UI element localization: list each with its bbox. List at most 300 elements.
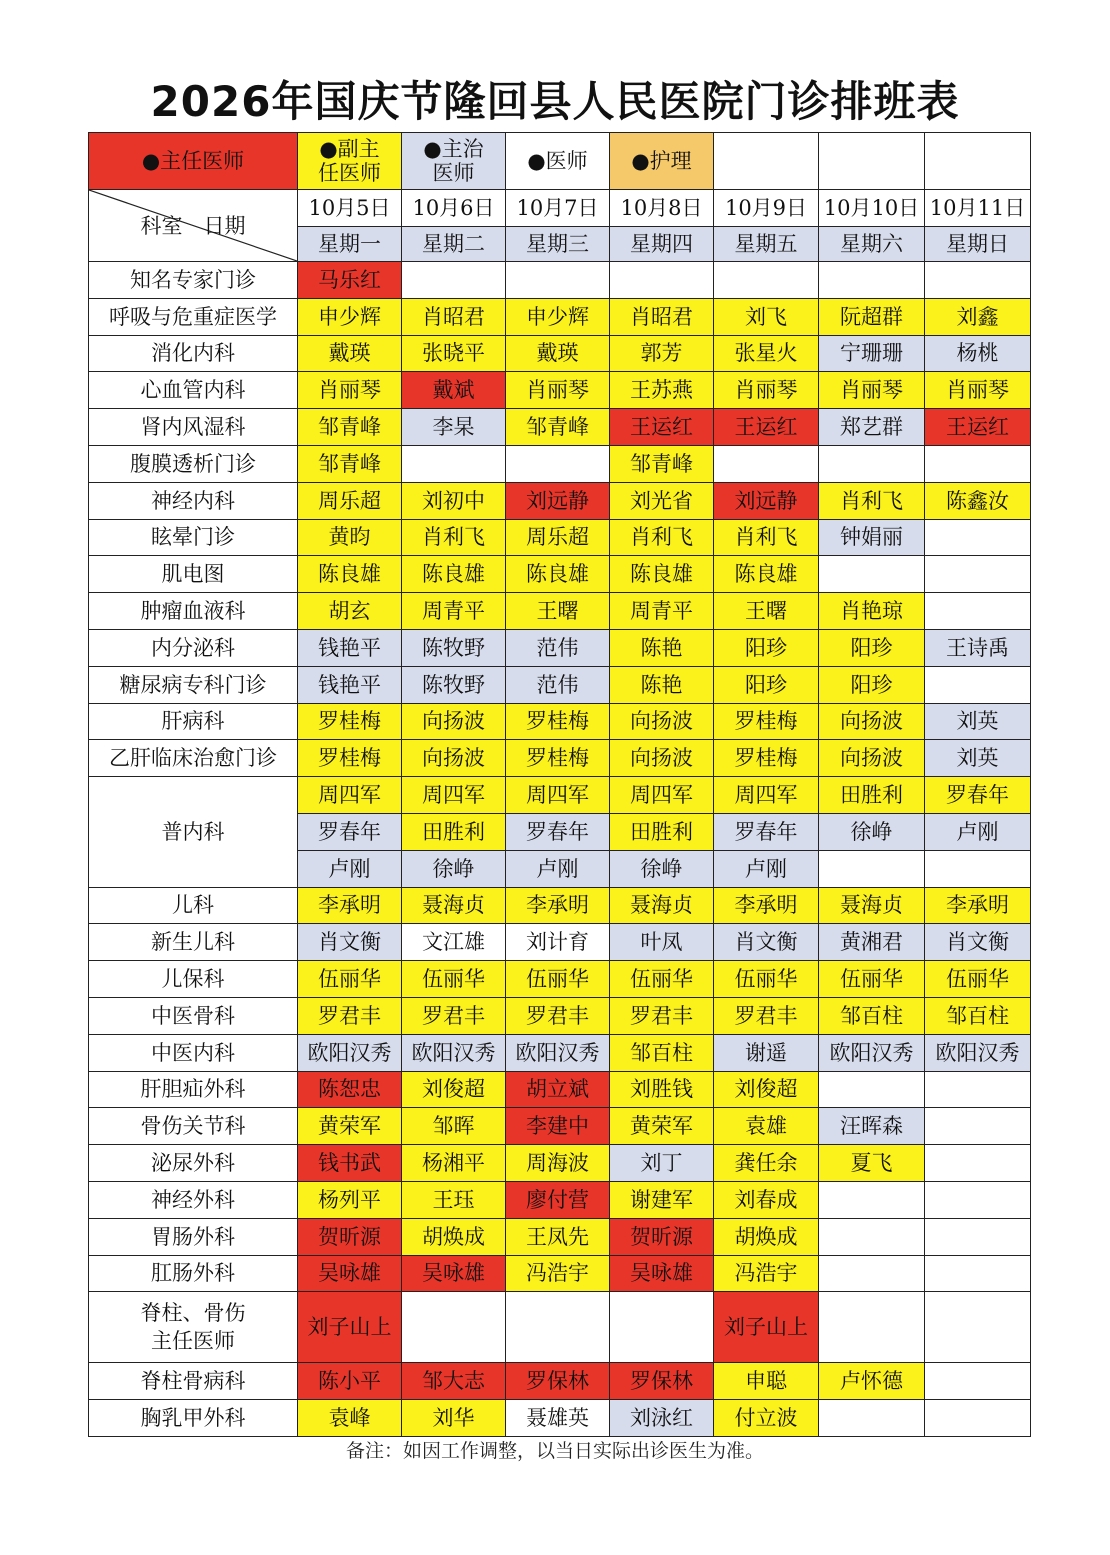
date-header: 10月8日 [610, 190, 714, 227]
doctor-cell: 肖丽琴 [714, 372, 819, 409]
doctor-cell: 田胜利 [610, 813, 714, 850]
doctor-cell: 肖利飞 [714, 519, 819, 556]
doctor-cell [506, 1292, 610, 1363]
doctor-cell: 阳珍 [819, 629, 925, 666]
doctor-cell: 王凤先 [506, 1218, 610, 1255]
doctor-cell [819, 1400, 925, 1437]
doctor-cell: 周四军 [298, 777, 402, 814]
department-name: 腹膜透析门诊 [89, 445, 298, 482]
table-row [89, 519, 1031, 556]
department-name: 中医骨科 [89, 997, 298, 1034]
date-header: 10月6日 [402, 190, 506, 227]
doctor-cell: 向扬波 [819, 703, 925, 740]
table-row [89, 703, 1031, 740]
doctor-cell: 阳珍 [819, 666, 925, 703]
doctor-cell: 刘泳红 [610, 1400, 714, 1437]
doctor-cell [925, 519, 1031, 556]
table-row [89, 445, 1031, 482]
doctor-cell [610, 1292, 714, 1363]
date-header: 10月7日 [506, 190, 610, 227]
doctor-cell: 范伟 [506, 629, 610, 666]
doctor-cell: 杨湘平 [402, 1145, 506, 1182]
doctor-cell: 郭芳 [610, 335, 714, 372]
doctor-cell [925, 1292, 1031, 1363]
doctor-cell: 黄湘君 [819, 924, 925, 961]
date-header: 10月9日 [714, 190, 819, 227]
doctor-cell: 罗君丰 [298, 997, 402, 1034]
doctor-cell: 刘鑫 [925, 298, 1031, 335]
doctor-cell: 胡焕成 [714, 1218, 819, 1255]
table-row [89, 556, 1031, 593]
department-name: 中医内科 [89, 1034, 298, 1071]
doctor-cell [819, 445, 925, 482]
doctor-cell: 贺昕源 [298, 1218, 402, 1255]
weekday-header: 星期四 [610, 227, 714, 262]
doctor-cell: 胡立斌 [506, 1071, 610, 1108]
table-row [89, 298, 1031, 335]
department-name: 乙肝临床治愈门诊 [89, 740, 298, 777]
doctor-cell: 田胜利 [819, 777, 925, 814]
doctor-cell: 周四军 [402, 777, 506, 814]
doctor-cell: 邹青峰 [610, 445, 714, 482]
table-row [89, 629, 1031, 666]
doctor-cell: 陈良雄 [506, 556, 610, 593]
doctor-cell [925, 1363, 1031, 1400]
legend-attending: ●主治医师 [402, 133, 506, 190]
doctor-cell [506, 445, 610, 482]
doctor-cell: 陈恕忠 [298, 1071, 402, 1108]
doctor-cell: 陈良雄 [610, 556, 714, 593]
doctor-cell: 刘子山上 [298, 1292, 402, 1363]
doctor-cell: 陈良雄 [402, 556, 506, 593]
weekday-header: 星期五 [714, 227, 819, 262]
weekday-header: 星期二 [402, 227, 506, 262]
table-row [89, 1145, 1031, 1182]
doctor-cell: 罗桂梅 [506, 740, 610, 777]
department-name: 消化内科 [89, 335, 298, 372]
doctor-cell: 冯浩宇 [714, 1255, 819, 1292]
doctor-cell: 刘华 [402, 1400, 506, 1437]
doctor-cell: 周青平 [610, 593, 714, 630]
date-header: 10月10日 [819, 190, 925, 227]
doctor-cell: 王曙 [506, 593, 610, 630]
header-corner [89, 190, 298, 262]
doctor-cell: 陈艳 [610, 629, 714, 666]
doctor-cell: 付立波 [714, 1400, 819, 1437]
doctor-cell: 肖文衡 [298, 924, 402, 961]
doctor-cell: 徐峥 [819, 813, 925, 850]
department-name: 普内科 [89, 777, 298, 887]
table-row [89, 1034, 1031, 1071]
doctor-cell [714, 445, 819, 482]
doctor-cell: 徐峥 [402, 850, 506, 887]
doctor-cell [925, 1071, 1031, 1108]
doctor-cell: 欧阳汉秀 [298, 1034, 402, 1071]
doctor-cell [819, 1181, 925, 1218]
doctor-cell: 范伟 [506, 666, 610, 703]
doctor-cell: 李承明 [298, 887, 402, 924]
doctor-cell: 张晓平 [402, 335, 506, 372]
doctor-cell: 邹青峰 [298, 409, 402, 446]
legend-associate: ●副主任医师 [298, 133, 402, 190]
doctor-cell: 钱艳平 [298, 629, 402, 666]
table-row [89, 372, 1031, 409]
department-name: 儿保科 [89, 961, 298, 998]
doctor-cell: 杨列平 [298, 1181, 402, 1218]
doctor-cell: 杨桃 [925, 335, 1031, 372]
table-row [89, 1292, 1031, 1363]
doctor-cell: 刘胜钱 [610, 1071, 714, 1108]
doctor-cell: 周乐超 [298, 482, 402, 519]
doctor-cell: 戴斌 [402, 372, 506, 409]
doctor-cell: 向扬波 [819, 740, 925, 777]
doctor-cell [925, 1181, 1031, 1218]
doctor-cell: 刘计育 [506, 924, 610, 961]
doctor-cell: 罗君丰 [506, 997, 610, 1034]
doctor-cell: 欧阳汉秀 [925, 1034, 1031, 1071]
doctor-cell: 宁珊珊 [819, 335, 925, 372]
doctor-cell: 黄荣军 [610, 1108, 714, 1145]
doctor-cell: 向扬波 [402, 740, 506, 777]
department-name: 神经外科 [89, 1181, 298, 1218]
table-row [89, 666, 1031, 703]
doctor-cell: 肖丽琴 [298, 372, 402, 409]
doctor-cell: 邹青峰 [506, 409, 610, 446]
doctor-cell: 聂海贞 [819, 887, 925, 924]
doctor-cell: 阳珍 [714, 666, 819, 703]
doctor-cell: 夏飞 [819, 1145, 925, 1182]
doctor-cell: 向扬波 [610, 740, 714, 777]
doctor-cell: 聂雄英 [506, 1400, 610, 1437]
doctor-cell: 刘远静 [714, 482, 819, 519]
table-row [89, 887, 1031, 924]
doctor-cell: 卢怀德 [819, 1363, 925, 1400]
legend-row [89, 133, 1031, 190]
department-name: 肝胆疝外科 [89, 1071, 298, 1108]
doctor-cell: 刘子山上 [714, 1292, 819, 1363]
table-row [89, 1181, 1031, 1218]
doctor-cell [714, 262, 819, 299]
doctor-cell: 王苏燕 [610, 372, 714, 409]
department-name: 胃肠外科 [89, 1218, 298, 1255]
doctor-cell: 卢刚 [506, 850, 610, 887]
page-title: 2026年国庆节隆回县人民医院门诊排班表 [150, 77, 960, 126]
doctor-cell: 刘俊超 [714, 1071, 819, 1108]
legend-empty [714, 133, 819, 190]
doctor-cell: 卢刚 [298, 850, 402, 887]
table-row [89, 997, 1031, 1034]
schedule-table [88, 132, 1031, 1437]
doctor-cell: 罗桂梅 [714, 703, 819, 740]
doctor-cell: 申少辉 [298, 298, 402, 335]
doctor-cell: 罗保林 [610, 1363, 714, 1400]
doctor-cell: 罗保林 [506, 1363, 610, 1400]
doctor-cell [925, 593, 1031, 630]
doctor-cell [925, 1218, 1031, 1255]
doctor-cell: 廖付营 [506, 1181, 610, 1218]
doctor-cell: 陈小平 [298, 1363, 402, 1400]
department-name: 肛肠外科 [89, 1255, 298, 1292]
doctor-cell: 刘丁 [610, 1145, 714, 1182]
weekday-header: 星期三 [506, 227, 610, 262]
doctor-cell: 冯浩宇 [506, 1255, 610, 1292]
date-row [89, 190, 1031, 227]
department-name: 肌电图 [89, 556, 298, 593]
doctor-cell: 刘远静 [506, 482, 610, 519]
doctor-cell [925, 1145, 1031, 1182]
doctor-cell [925, 1255, 1031, 1292]
doctor-cell: 欧阳汉秀 [819, 1034, 925, 1071]
doctor-cell: 陈艳 [610, 666, 714, 703]
doctor-cell: 李承明 [714, 887, 819, 924]
legend-doctor: ●医师 [506, 133, 610, 190]
doctor-cell: 李建中 [506, 1108, 610, 1145]
doctor-cell: 卢刚 [925, 813, 1031, 850]
department-name: 眩晕门诊 [89, 519, 298, 556]
doctor-cell: 汪晖森 [819, 1108, 925, 1145]
table-row [89, 961, 1031, 998]
doctor-cell: 向扬波 [402, 703, 506, 740]
doctor-cell: 申聪 [714, 1363, 819, 1400]
doctor-cell: 伍丽华 [714, 961, 819, 998]
doctor-cell: 王曙 [714, 593, 819, 630]
doctor-cell: 罗春年 [714, 813, 819, 850]
table-row [89, 1218, 1031, 1255]
doctor-cell: 吴咏雄 [610, 1255, 714, 1292]
doctor-cell: 肖丽琴 [506, 372, 610, 409]
date-header: 10月5日 [298, 190, 402, 227]
doctor-cell: 罗桂梅 [298, 703, 402, 740]
doctor-cell: 周四军 [714, 777, 819, 814]
department-name-text: 脊柱、骨伤 主任医师 [140, 1301, 246, 1354]
doctor-cell: 钟娟丽 [819, 519, 925, 556]
doctor-cell: 周乐超 [506, 519, 610, 556]
legend-empty [925, 133, 1031, 190]
doctor-cell: 肖文衡 [925, 924, 1031, 961]
doctor-cell: 罗春年 [925, 777, 1031, 814]
doctor-cell: 伍丽华 [506, 961, 610, 998]
doctor-cell: 刘光省 [610, 482, 714, 519]
header-corner-label: 科室 日期 [140, 213, 246, 238]
weekday-header: 星期一 [298, 227, 402, 262]
table-row [89, 924, 1031, 961]
doctor-cell: 申少辉 [506, 298, 610, 335]
doctor-cell [402, 1292, 506, 1363]
table-row [89, 1363, 1031, 1400]
doctor-cell: 聂海贞 [610, 887, 714, 924]
doctor-cell: 叶凤 [610, 924, 714, 961]
legend-empty [819, 133, 925, 190]
table-row [89, 1108, 1031, 1145]
doctor-cell: 罗君丰 [402, 997, 506, 1034]
doctor-cell: 肖文衡 [714, 924, 819, 961]
doctor-cell: 吴咏雄 [298, 1255, 402, 1292]
table-row [89, 740, 1031, 777]
doctor-cell: 罗春年 [298, 813, 402, 850]
doctor-cell: 马乐红 [298, 262, 402, 299]
department-name: 骨伤关节科 [89, 1108, 298, 1145]
doctor-cell: 陈良雄 [298, 556, 402, 593]
doctor-cell: 王运红 [925, 409, 1031, 446]
doctor-cell: 黄昀 [298, 519, 402, 556]
doctor-cell: 徐峥 [610, 850, 714, 887]
table-row [89, 593, 1031, 630]
doctor-cell [819, 1255, 925, 1292]
doctor-cell: 刘春成 [714, 1181, 819, 1218]
doctor-cell: 邹百柱 [819, 997, 925, 1034]
doctor-cell: 钱艳平 [298, 666, 402, 703]
doctor-cell [819, 262, 925, 299]
doctor-cell: 陈鑫汝 [925, 482, 1031, 519]
doctor-cell [925, 556, 1031, 593]
doctor-cell: 郑艺群 [819, 409, 925, 446]
doctor-cell [819, 1218, 925, 1255]
doctor-cell [925, 1400, 1031, 1437]
doctor-cell: 袁雄 [714, 1108, 819, 1145]
doctor-cell: 谢遥 [714, 1034, 819, 1071]
doctor-cell: 肖昭君 [402, 298, 506, 335]
doctor-cell: 刘俊超 [402, 1071, 506, 1108]
doctor-cell: 欧阳汉秀 [506, 1034, 610, 1071]
doctor-cell [925, 445, 1031, 482]
doctor-cell: 黄荣军 [298, 1108, 402, 1145]
department-name: 心血管内科 [89, 372, 298, 409]
doctor-cell [819, 1292, 925, 1363]
doctor-cell: 周海波 [506, 1145, 610, 1182]
doctor-cell: 谢建军 [610, 1181, 714, 1218]
department-name: 知名专家门诊 [89, 262, 298, 299]
doctor-cell [819, 1071, 925, 1108]
doctor-cell: 邹百柱 [925, 997, 1031, 1034]
doctor-cell: 肖丽琴 [819, 372, 925, 409]
doctor-cell: 邹大志 [402, 1363, 506, 1400]
doctor-cell [925, 850, 1031, 887]
doctor-cell: 钱书武 [298, 1145, 402, 1182]
doctor-cell: 伍丽华 [819, 961, 925, 998]
doctor-cell [402, 262, 506, 299]
department-name: 泌尿外科 [89, 1145, 298, 1182]
doctor-cell: 罗君丰 [610, 997, 714, 1034]
doctor-cell: 李承明 [506, 887, 610, 924]
weekday-header: 星期六 [819, 227, 925, 262]
department-name: 儿科 [89, 887, 298, 924]
table-row [89, 262, 1031, 299]
doctor-cell: 李杲 [402, 409, 506, 446]
doctor-cell: 罗春年 [506, 813, 610, 850]
doctor-cell [819, 850, 925, 887]
date-header: 10月11日 [925, 190, 1031, 227]
doctor-cell [610, 262, 714, 299]
doctor-cell: 阮超群 [819, 298, 925, 335]
doctor-cell: 陈牧野 [402, 629, 506, 666]
doctor-cell [925, 1108, 1031, 1145]
table-row [89, 409, 1031, 446]
weekday-header: 星期日 [925, 227, 1031, 262]
doctor-cell: 周青平 [402, 593, 506, 630]
doctor-cell: 邹青峰 [298, 445, 402, 482]
doctor-cell: 肖利飞 [402, 519, 506, 556]
department-name: 肾内风湿科 [89, 409, 298, 446]
doctor-cell: 卢刚 [714, 850, 819, 887]
table-row [89, 482, 1031, 519]
doctor-cell: 田胜利 [402, 813, 506, 850]
department-name [89, 1292, 298, 1363]
doctor-cell: 肖昭君 [610, 298, 714, 335]
doctor-cell: 邹晖 [402, 1108, 506, 1145]
department-name: 肿瘤血液科 [89, 593, 298, 630]
doctor-cell: 戴瑛 [506, 335, 610, 372]
doctor-cell [925, 666, 1031, 703]
table-row [89, 1255, 1031, 1292]
doctor-cell: 伍丽华 [298, 961, 402, 998]
doctor-cell: 刘飞 [714, 298, 819, 335]
doctor-cell: 向扬波 [610, 703, 714, 740]
doctor-cell: 陈良雄 [714, 556, 819, 593]
doctor-cell: 罗君丰 [714, 997, 819, 1034]
doctor-cell: 陈牧野 [402, 666, 506, 703]
doctor-cell [925, 262, 1031, 299]
doctor-cell [819, 556, 925, 593]
department-name: 新生儿科 [89, 924, 298, 961]
doctor-cell: 罗桂梅 [506, 703, 610, 740]
doctor-cell [402, 445, 506, 482]
doctor-cell: 周四军 [610, 777, 714, 814]
doctor-cell: 胡焕成 [402, 1218, 506, 1255]
table-row [89, 335, 1031, 372]
doctor-cell: 王运红 [610, 409, 714, 446]
doctor-cell: 伍丽华 [402, 961, 506, 998]
doctor-cell: 阳珍 [714, 629, 819, 666]
legend-nurse: ●护理 [610, 133, 714, 190]
footnote: 备注：如因工作调整，以当日实际出诊医生为准。 [345, 1440, 764, 1462]
doctor-cell: 刘初中 [402, 482, 506, 519]
doctor-cell: 罗桂梅 [714, 740, 819, 777]
doctor-cell: 王诗禹 [925, 629, 1031, 666]
table-row [89, 1400, 1031, 1437]
doctor-cell: 聂海贞 [402, 887, 506, 924]
doctor-cell: 龚任余 [714, 1145, 819, 1182]
doctor-cell: 王珏 [402, 1181, 506, 1218]
doctor-cell: 伍丽华 [925, 961, 1031, 998]
department-name: 糖尿病专科门诊 [89, 666, 298, 703]
doctor-cell: 刘英 [925, 740, 1031, 777]
table-row [89, 777, 1031, 814]
doctor-cell: 李承明 [925, 887, 1031, 924]
doctor-cell [506, 262, 610, 299]
doctor-cell: 周四军 [506, 777, 610, 814]
doctor-cell: 欧阳汉秀 [402, 1034, 506, 1071]
doctor-cell: 吴咏雄 [402, 1255, 506, 1292]
department-name: 内分泌科 [89, 629, 298, 666]
doctor-cell: 戴瑛 [298, 335, 402, 372]
doctor-cell: 邹百柱 [610, 1034, 714, 1071]
doctor-cell: 伍丽华 [610, 961, 714, 998]
doctor-cell: 罗桂梅 [298, 740, 402, 777]
doctor-cell: 文江雄 [402, 924, 506, 961]
doctor-cell: 肖利飞 [819, 482, 925, 519]
legend-chief: ●主任医师 [89, 133, 298, 190]
doctor-cell: 张星火 [714, 335, 819, 372]
doctor-cell: 肖利飞 [610, 519, 714, 556]
table-row [89, 1071, 1031, 1108]
doctor-cell: 袁峰 [298, 1400, 402, 1437]
department-name: 脊柱骨病科 [89, 1363, 298, 1400]
doctor-cell: 贺昕源 [610, 1218, 714, 1255]
department-name: 神经内科 [89, 482, 298, 519]
doctor-cell: 肖艳琼 [819, 593, 925, 630]
doctor-cell: 王运红 [714, 409, 819, 446]
department-name: 胸乳甲外科 [89, 1400, 298, 1437]
